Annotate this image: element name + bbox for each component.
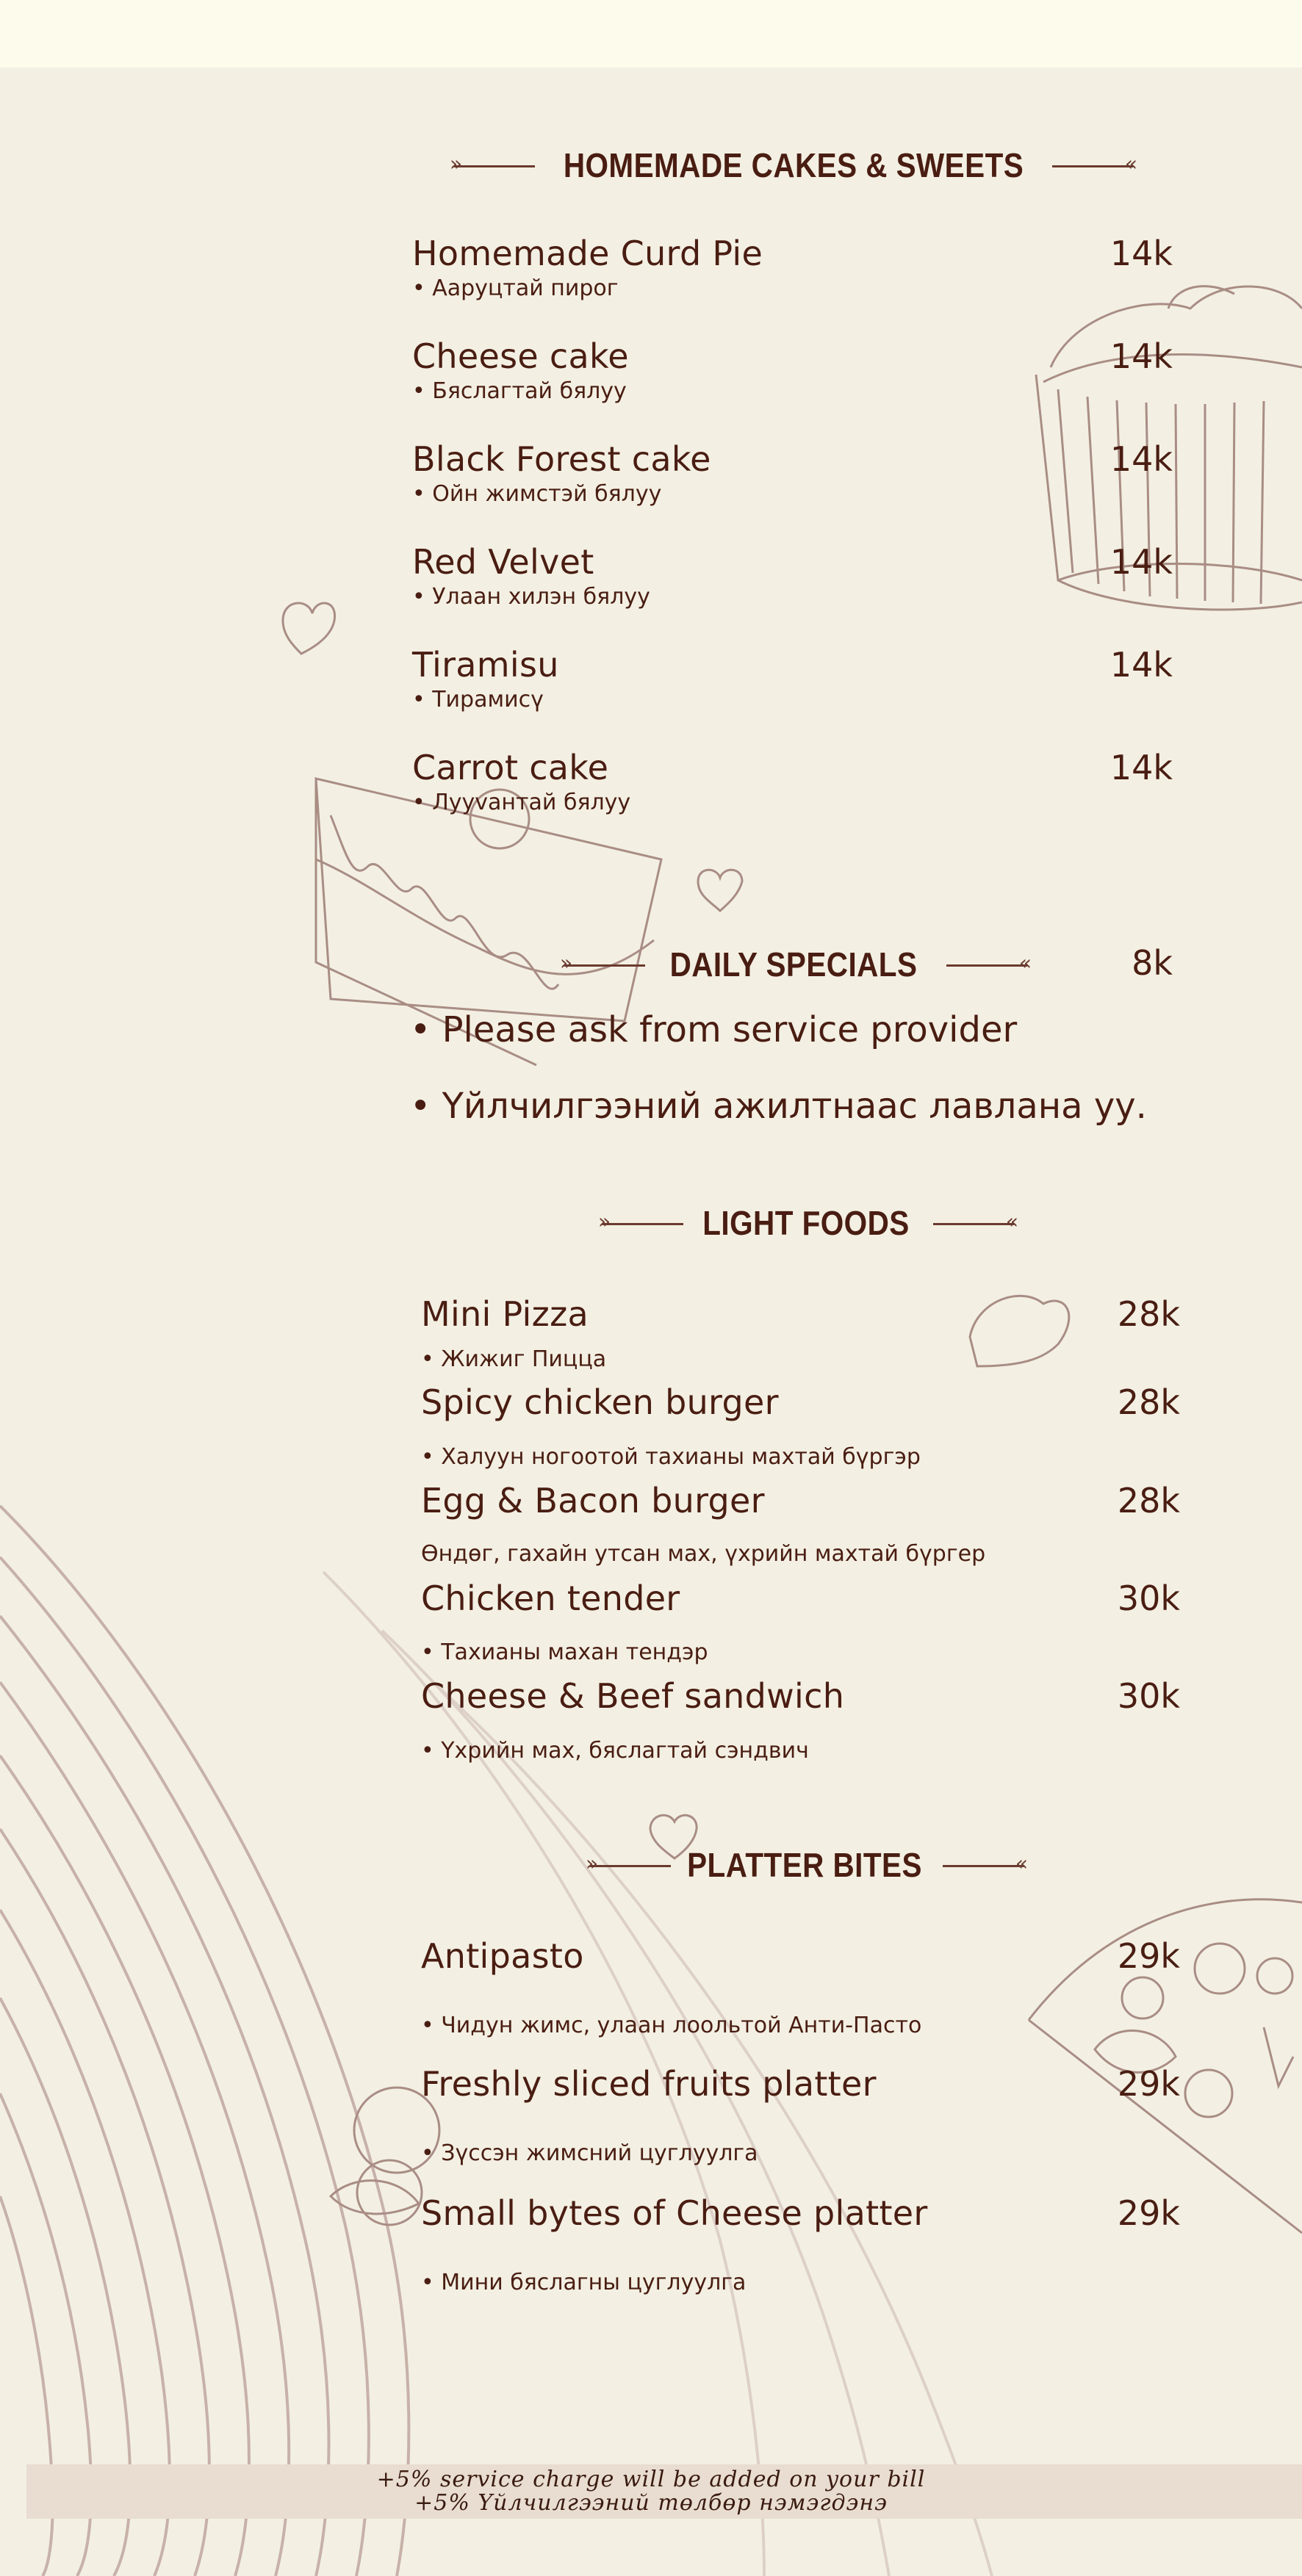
section-title-specials: DAILY SPECIALS	[669, 945, 918, 984]
footer-service-charge-mongolian: +5% Үйлчилгээний төлбөр нэмэгдэнэ	[414, 2490, 888, 2516]
menu-item-subtitle: • Чидун жимс, улаан лоольтой Анти-Пасто	[421, 2013, 922, 2038]
menu-item-subtitle: • Зүссэн жимсний цуглуулга	[421, 2140, 758, 2166]
cakes-title-row	[448, 140, 1139, 191]
menu-item-subtitle: • Ойн жимстэй бялуу	[412, 481, 662, 507]
light-title-row	[597, 1197, 1015, 1249]
ornament-rule-left	[454, 165, 535, 167]
menu-item-name: Carrot cake	[412, 748, 609, 787]
footer-service-charge-english: +5% service charge will be added on your bill	[376, 2467, 926, 2492]
specials-note-mongolian: • Үйлчилгээний ажилтнаас лавлана уу.	[410, 1086, 1147, 1127]
ornament-rule-left	[590, 1865, 671, 1867]
menu-item-name: Spicy chicken burger	[421, 1382, 779, 1422]
menu-item-subtitle: • Жижиг Пицца	[421, 1346, 607, 1372]
menu-item-name: Chicken tender	[421, 1579, 680, 1618]
menu-item-name: Mini Pizza	[421, 1294, 589, 1334]
menu-item-name: Tiramisu	[412, 645, 559, 685]
menu-item-price: 28k	[1117, 1382, 1180, 1422]
menu-item-price: 14k	[1109, 542, 1173, 582]
menu-item-name: Cheese & Beef sandwich	[421, 1676, 845, 1716]
top-band	[0, 0, 1302, 68]
menu-item-subtitle: • Бяслагтай бялуу	[412, 378, 627, 404]
menu-item-price: 29k	[1117, 2193, 1180, 2233]
menu-item-name: Red Velvet	[412, 542, 594, 582]
menu-item-subtitle: • Лууvантай бялуу	[412, 790, 631, 815]
menu-item-name: Small bytes of Cheese platter	[421, 2193, 928, 2233]
menu-item-subtitle: • Тахианы махан тендэр	[421, 1639, 708, 1665]
menu-item-price: 14k	[1109, 336, 1173, 376]
menu-item-name: Homemade Curd Pie	[412, 234, 763, 273]
specials-note-english: • Please ask from service provider	[410, 1009, 1018, 1050]
menu-item-price: 29k	[1117, 1936, 1180, 1976]
ornament-rule-left	[564, 964, 645, 967]
menu-item-price: 28k	[1117, 1294, 1180, 1334]
menu-item-subtitle: • Тирамисү	[412, 687, 544, 712]
ornament-rule-right	[933, 1223, 1014, 1225]
platter-title-row	[584, 1839, 1025, 1891]
menu-item-name: Freshly sliced fruits platter	[421, 2064, 877, 2104]
specials-title-row	[558, 939, 1029, 990]
ornament-rule-left	[603, 1223, 683, 1225]
menu-item-price: 30k	[1117, 1579, 1180, 1618]
section-title-platter: PLATTER BITES	[687, 1846, 922, 1884]
section-title-light: LIGHT FOODS	[702, 1204, 910, 1242]
menu-item-price: 28k	[1117, 1481, 1180, 1520]
specials-price: 8k	[1132, 943, 1173, 983]
menu-item-subtitle: • Ааруцтай пирог	[412, 275, 619, 301]
menu-item-subtitle: • Халуун ногоотой тахианы махтай бүргэр	[421, 1444, 921, 1470]
menu-item-price: 29k	[1117, 2064, 1180, 2104]
menu-item-subtitle: Өндөг, гахайн утсан мах, үхрийн махтай бүргер	[421, 1541, 986, 1567]
menu-item-name: Antipasto	[421, 1936, 584, 1976]
ornament-rule-right	[1052, 165, 1133, 167]
menu-item-price: 14k	[1109, 748, 1173, 787]
menu-item-subtitle: • Мини бяслагны цуглуулга	[421, 2270, 747, 2295]
menu-item-name: Egg & Bacon burger	[421, 1481, 765, 1520]
menu-item-price: 14k	[1109, 645, 1173, 685]
section-title-cakes: HOMEMADE CAKES & SWEETS	[563, 146, 1024, 184]
menu-item-name: Black Forest cake	[412, 439, 711, 479]
ornament-rule-right	[943, 1865, 1024, 1867]
menu-item-price: 14k	[1109, 439, 1173, 479]
ornament-rule-right	[946, 964, 1027, 967]
menu-item-price: 30k	[1117, 1676, 1180, 1716]
menu-item-price: 14k	[1109, 234, 1173, 273]
menu-item-subtitle: • Улаан хилэн бялуу	[412, 584, 650, 610]
menu-item-subtitle: • Үхрийн мах, бяслагтай сэндвич	[421, 1738, 809, 1764]
menu-item-name: Cheese cake	[412, 336, 629, 376]
